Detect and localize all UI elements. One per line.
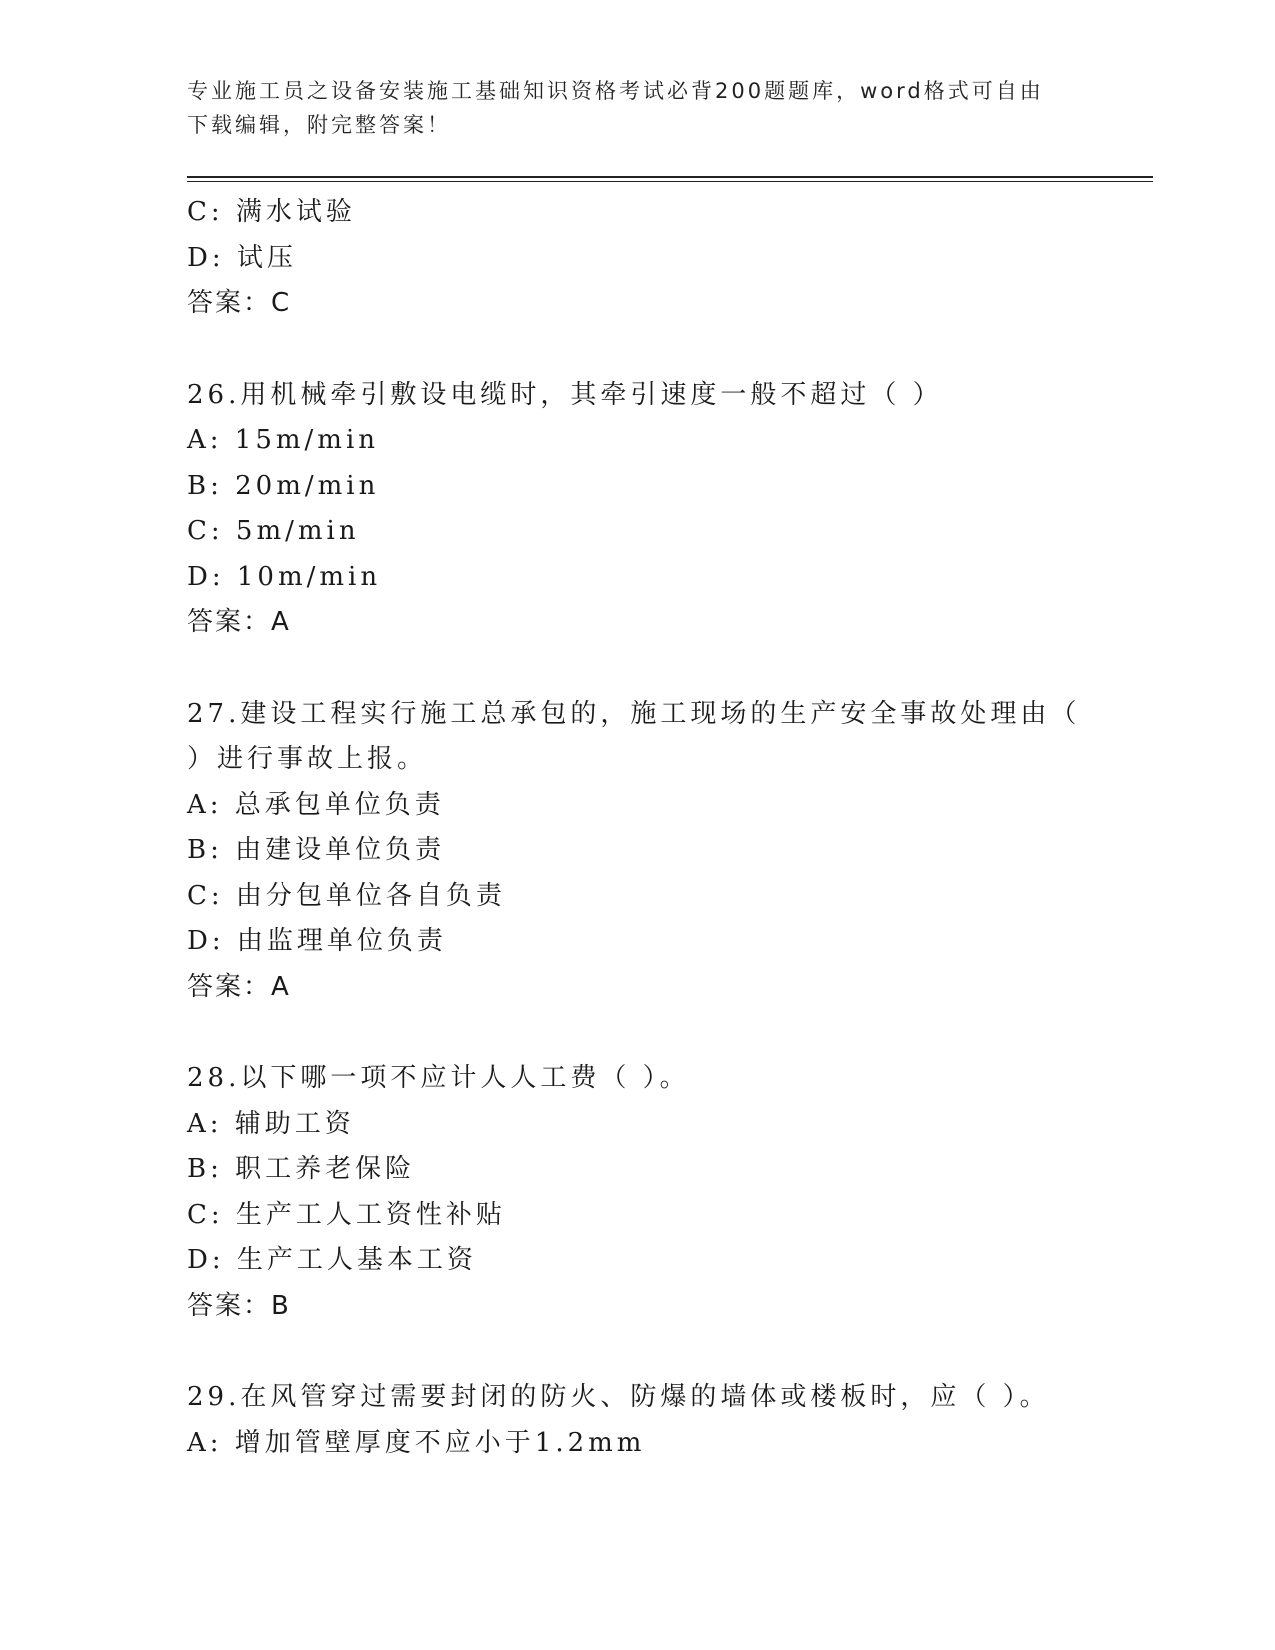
question-text: 29.在风管穿过需要封闭的防火、防爆的墙体或楼板时，应（ ）。 bbox=[187, 1382, 1050, 1412]
question-text-continued: ）进行事故上报。 bbox=[187, 744, 428, 774]
question-text: 26.用机械牵引敷设电缆时，其牵引速度一般不超过（ ） bbox=[187, 379, 943, 410]
answer: 答案：C bbox=[187, 288, 292, 318]
header-divider-thin bbox=[187, 181, 1153, 182]
option-a: A: 辅助工资 bbox=[187, 1108, 355, 1139]
answer: 答案：A bbox=[187, 607, 291, 637]
option-d: D: 试压 bbox=[187, 242, 297, 273]
option-c: C: 生产工人工资性补贴 bbox=[187, 1199, 506, 1230]
question-text: 28.以下哪一项不应计人人工费（ ）。 bbox=[187, 1063, 690, 1093]
spacer bbox=[187, 1329, 1127, 1375]
option-c: C: 5m/min bbox=[187, 516, 360, 546]
option-d: D: 生产工人基本工资 bbox=[187, 1245, 477, 1275]
question-list bbox=[187, 190, 1127, 1466]
header-line-2: 下载编辑，附完整答案！ bbox=[187, 113, 451, 137]
option-b: B: 由建设单位负责 bbox=[187, 835, 446, 865]
option-b: B: 职工养老保险 bbox=[187, 1154, 416, 1184]
question-text: 27.建设工程实行施工总承包的，施工现场的生产安全事故处理由（ bbox=[187, 698, 1081, 729]
option-a: A: 15m/min bbox=[187, 425, 380, 455]
option-c: C: 满水试验 bbox=[187, 197, 356, 227]
option-d: D: 10m/min bbox=[187, 561, 382, 592]
question-28 bbox=[187, 1056, 1127, 1329]
option-c: C: 由分包单位各自负责 bbox=[187, 880, 506, 911]
spacer bbox=[187, 646, 1127, 692]
header-divider bbox=[187, 176, 1153, 178]
question-29 bbox=[187, 1375, 1127, 1466]
option-d: D: 由监理单位负责 bbox=[187, 926, 447, 956]
question-25-fragment bbox=[187, 190, 1127, 327]
header-line-1: 专业施工员之设备安装施工基础知识资格考试必背200题题库，word格式可自由 bbox=[187, 79, 1044, 103]
answer: 答案：B bbox=[187, 1290, 291, 1321]
answer: 答案：A bbox=[187, 971, 291, 1002]
option-a: A: 总承包单位负责 bbox=[187, 789, 445, 820]
option-a: A: 增加管壁厚度不应小于1.2mm bbox=[187, 1427, 646, 1458]
spacer bbox=[187, 327, 1127, 373]
question-27 bbox=[187, 692, 1127, 1011]
spacer bbox=[187, 1010, 1127, 1056]
option-b: B: 20m/min bbox=[187, 470, 380, 501]
question-26 bbox=[187, 373, 1127, 646]
document-header bbox=[187, 74, 1067, 142]
